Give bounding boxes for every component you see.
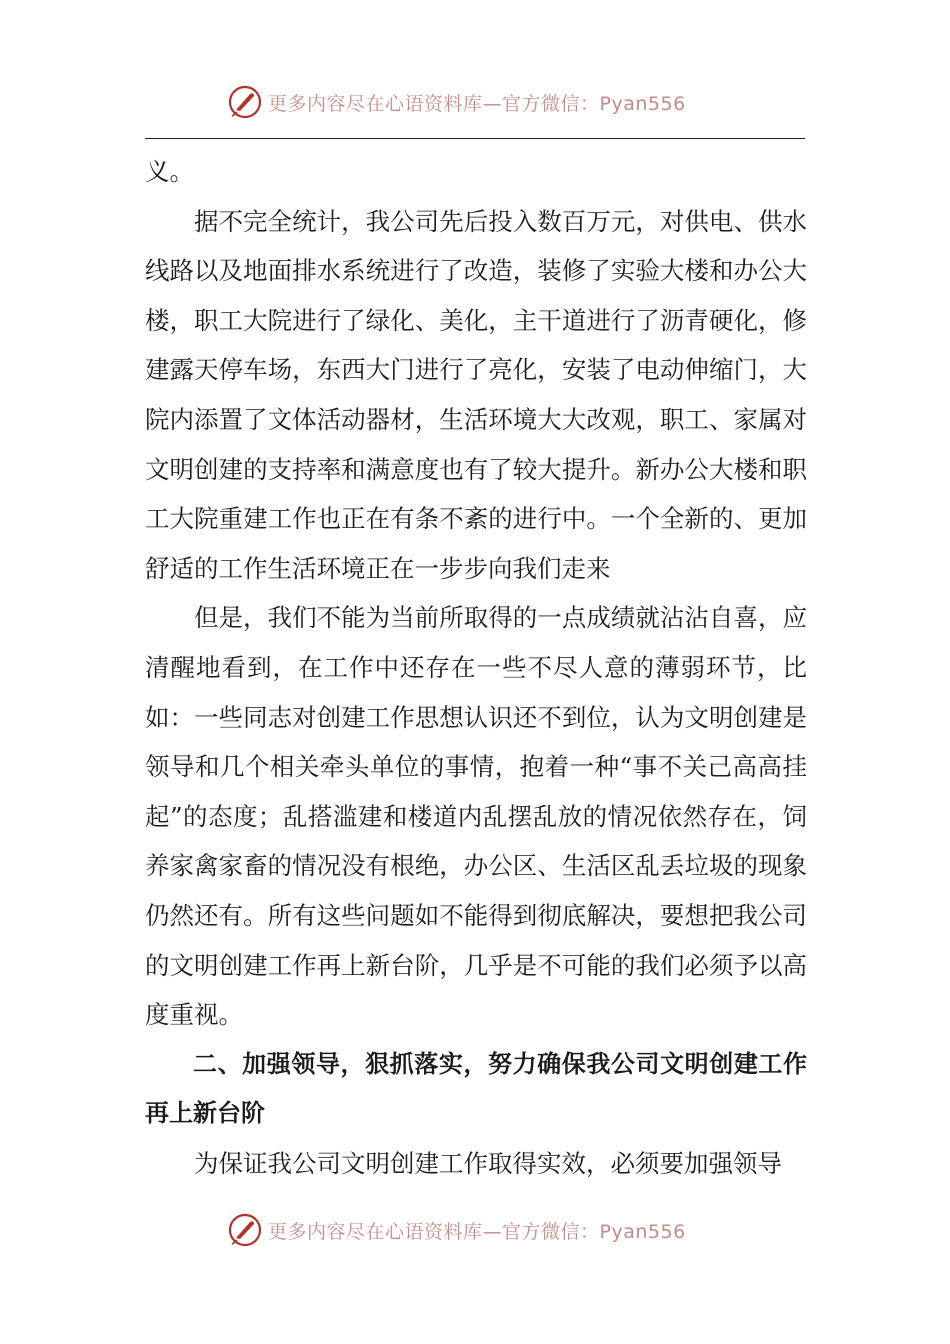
paragraph-statistics: 据不完全统计，我公司先后投入数百万元，对供电、供水线路以及地面排水系统进行了改造，装修了实验大楼和办公大楼，职工大院进行了绿化、美化，主干道进行了沥青硬化，修建露天停车场，东西大门进行了亮化，安装了电动伸缩门，大院内添置了文体活动器材，生活环境大大改观，职工、家属对文明创建的支持率和满意度也有了较大提升。新办公大楼和职工大院重建工作也正在有条不紊的进行中。一个全新的、更加舒适的工作生活环境正在一步步向我们走来 xyxy=(145,206,807,583)
header-watermark xyxy=(228,82,748,122)
footer-watermark xyxy=(228,1210,748,1250)
paragraph-leadership: 为保证我公司文明创建工作取得实效，必须要加强领导 xyxy=(194,1148,782,1178)
watermark-text: 更多内容尽在心语资料库—官方微信：Pyan556 xyxy=(268,92,686,115)
header-divider xyxy=(145,138,805,139)
watermark-text: 更多内容尽在心语资料库—官方微信：Pyan556 xyxy=(268,1220,686,1243)
quill-pen-logo-icon xyxy=(228,85,262,119)
section-heading: 二、加强领导，狠抓落实，努力确保我公司文明创建工作再上新台阶 xyxy=(145,1049,807,1128)
quill-pen-logo-icon xyxy=(228,1213,262,1247)
document-body xyxy=(145,147,807,1188)
paragraph-continuation: 义。 xyxy=(145,157,194,186)
paragraph-problems: 但是，我们不能为当前所取得的一点成绩就沾沾自喜，应清醒地看到，在工作中还存在一些不尽人意的薄弱环节，比如：一些同志对创建工作思想认识还不到位，认为文明创建是领导和几个相关牵头单位的事情，抱着一种“事不关己高高挂起”的态度；乱搭滥建和楼道内乱摆乱放的情况依然存在，饲养家禽家畜的情况没有根绝，办公区、生活区乱丢垃圾的现象仍然还有。所有这些问题如不能得到彻底解决，要想把我公司的文明创建工作再上新台阶，几乎是不可能的我们必须予以高度重视。 xyxy=(145,603,807,1030)
